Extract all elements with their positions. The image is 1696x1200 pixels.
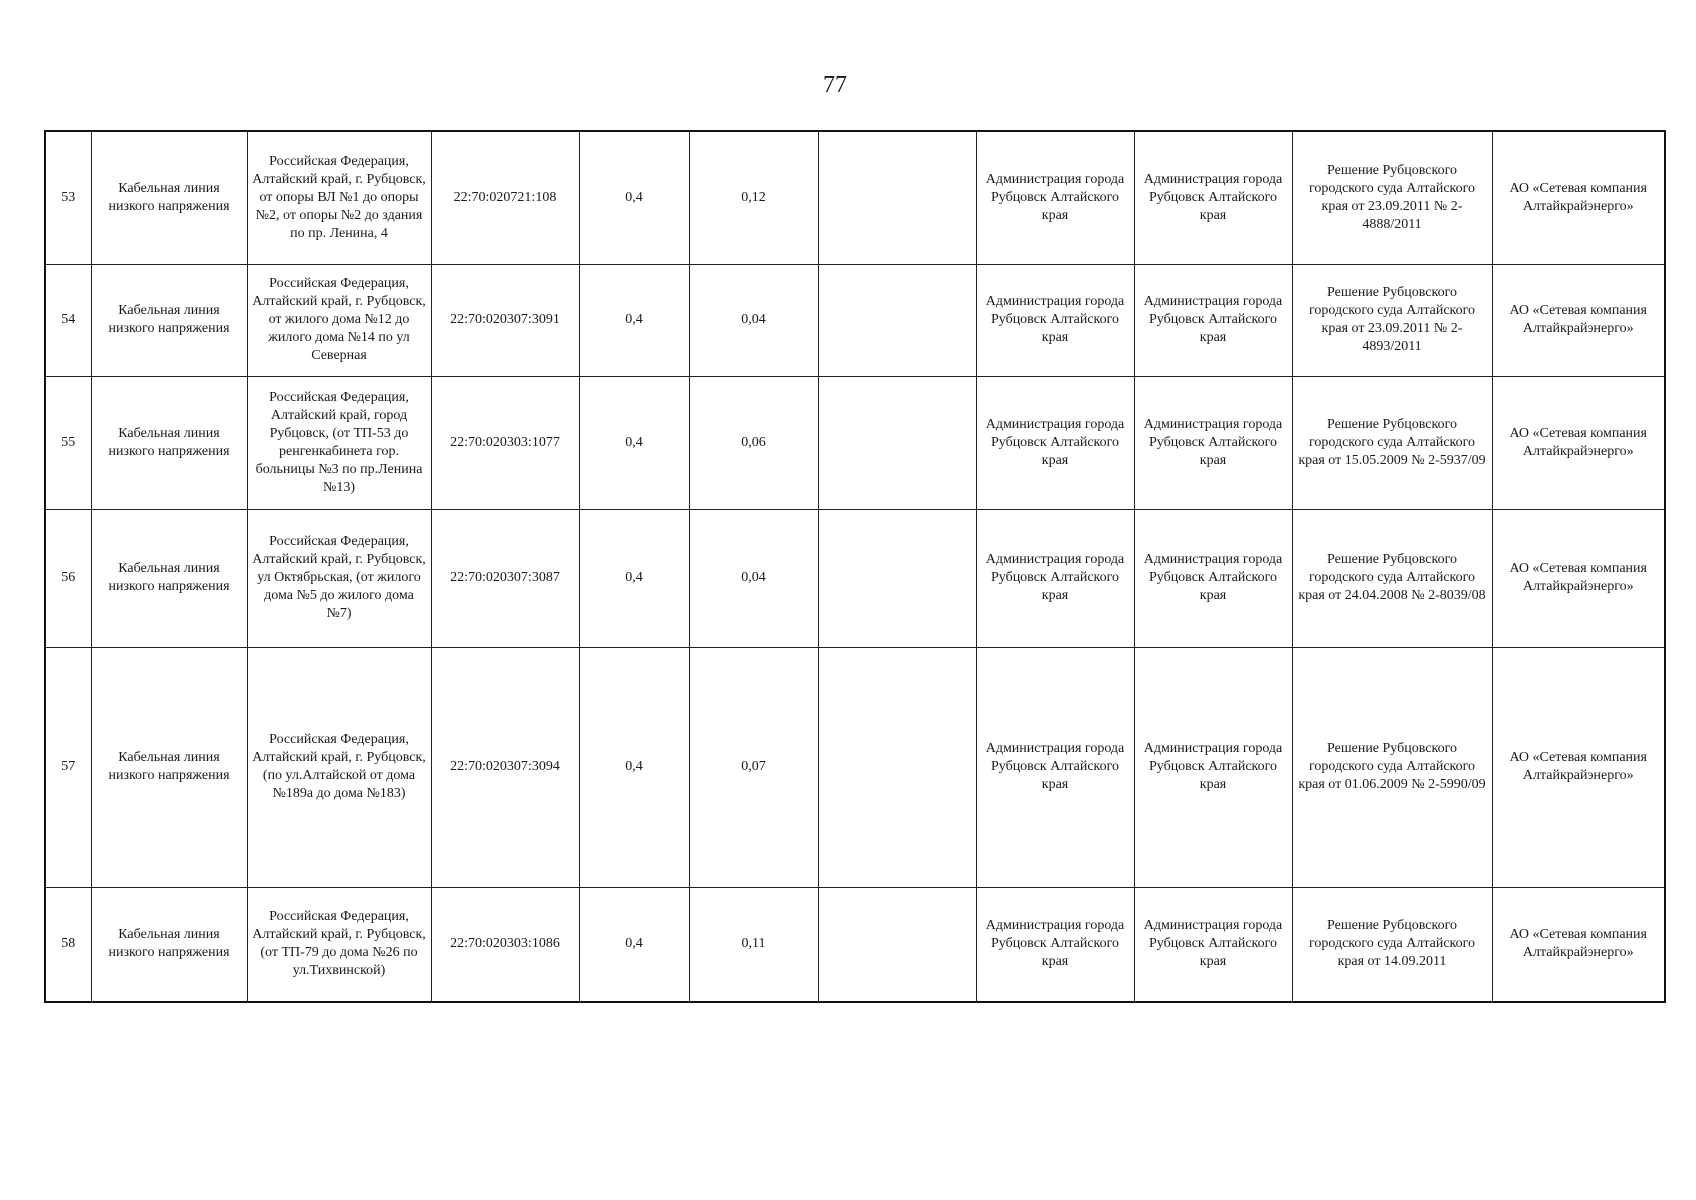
- operator: АО «Сетевая компания Алтайкрайэнерго»: [1492, 131, 1665, 264]
- row-number: 58: [45, 887, 91, 1002]
- object-address: Российская Федерация, Алтайский край, г. Рубцовск, (от ТП-79 до дома №26 по ул.Тихвинской): [247, 887, 431, 1002]
- table-row: [45, 131, 1665, 264]
- voltage: 0,4: [579, 264, 689, 376]
- owner: Администрация города Рубцовск Алтайского края: [976, 131, 1134, 264]
- owner: Администрация города Рубцовск Алтайского края: [976, 647, 1134, 887]
- row-number: 57: [45, 647, 91, 887]
- length: 0,07: [689, 647, 818, 887]
- empty-cell: [818, 647, 976, 887]
- empty-cell: [818, 131, 976, 264]
- holder: Администрация города Рубцовск Алтайского края: [1134, 376, 1292, 509]
- cadastral-number: 22:70:020303:1086: [431, 887, 579, 1002]
- holder: Администрация города Рубцовск Алтайского края: [1134, 264, 1292, 376]
- row-number: 53: [45, 131, 91, 264]
- holder: Администрация города Рубцовск Алтайского края: [1134, 887, 1292, 1002]
- empty-cell: [818, 264, 976, 376]
- cadastral-number: 22:70:020307:3087: [431, 509, 579, 647]
- empty-cell: [818, 509, 976, 647]
- operator: АО «Сетевая компания Алтайкрайэнерго»: [1492, 509, 1665, 647]
- voltage: 0,4: [579, 131, 689, 264]
- empty-cell: [818, 887, 976, 1002]
- operator: АО «Сетевая компания Алтайкрайэнерго»: [1492, 887, 1665, 1002]
- legal-basis: Решение Рубцовского городского суда Алтайского края от 14.09.2011: [1292, 887, 1492, 1002]
- length: 0,12: [689, 131, 818, 264]
- table-row: [45, 376, 1665, 509]
- table-row: [45, 509, 1665, 647]
- registry-table: [44, 130, 1666, 1003]
- object-address: Российская Федерация, Алтайский край, город Рубцовск, (от ТП-53 до ренгенкабинета гор. больницы №3 по пр.Ленина №13): [247, 376, 431, 509]
- length: 0,04: [689, 264, 818, 376]
- row-number: 55: [45, 376, 91, 509]
- object-address: Российская Федерация, Алтайский край, г. Рубцовск, от опоры ВЛ №1 до опоры №2, от опоры №2 до здания по пр. Ленина, 4: [247, 131, 431, 264]
- row-number: 54: [45, 264, 91, 376]
- holder: Администрация города Рубцовск Алтайского края: [1134, 647, 1292, 887]
- holder: Администрация города Рубцовск Алтайского края: [1134, 131, 1292, 264]
- length: 0,11: [689, 887, 818, 1002]
- object-address: Российская Федерация, Алтайский край, г. Рубцовск, (по ул.Алтайской от дома №189а до дома №183): [247, 647, 431, 887]
- legal-basis: Решение Рубцовского городского суда Алтайского края от 24.04.2008 № 2-8039/08: [1292, 509, 1492, 647]
- legal-basis: Решение Рубцовского городского суда Алтайского края от 15.05.2009 № 2-5937/09: [1292, 376, 1492, 509]
- legal-basis: Решение Рубцовского городского суда Алтайского края от 23.09.2011 № 2-4893/2011: [1292, 264, 1492, 376]
- legal-basis: Решение Рубцовского городского суда Алтайского края от 23.09.2011 № 2-4888/2011: [1292, 131, 1492, 264]
- operator: АО «Сетевая компания Алтайкрайэнерго»: [1492, 376, 1665, 509]
- object-address: Российская Федерация, Алтайский край, г. Рубцовск, ул Октябрьская, (от жилого дома №5 до жилого дома №7): [247, 509, 431, 647]
- owner: Администрация города Рубцовск Алтайского края: [976, 264, 1134, 376]
- object-name: Кабельная линия низкого напряжения: [91, 509, 247, 647]
- table-row: [45, 887, 1665, 1002]
- object-name: Кабельная линия низкого напряжения: [91, 264, 247, 376]
- legal-basis: Решение Рубцовского городского суда Алтайского края от 01.06.2009 № 2-5990/09: [1292, 647, 1492, 887]
- length: 0,06: [689, 376, 818, 509]
- cadastral-number: 22:70:020307:3094: [431, 647, 579, 887]
- voltage: 0,4: [579, 509, 689, 647]
- page-number: 77: [823, 72, 847, 98]
- cadastral-number: 22:70:020303:1077: [431, 376, 579, 509]
- cadastral-number: 22:70:020721:108: [431, 131, 579, 264]
- object-address: Российская Федерация, Алтайский край, г. Рубцовск, от жилого дома №12 до жилого дома №14 по ул Северная: [247, 264, 431, 376]
- operator: АО «Сетевая компания Алтайкрайэнерго»: [1492, 264, 1665, 376]
- voltage: 0,4: [579, 887, 689, 1002]
- object-name: Кабельная линия низкого напряжения: [91, 131, 247, 264]
- voltage: 0,4: [579, 376, 689, 509]
- owner: Администрация города Рубцовск Алтайского края: [976, 376, 1134, 509]
- row-number: 56: [45, 509, 91, 647]
- object-name: Кабельная линия низкого напряжения: [91, 376, 247, 509]
- holder: Администрация города Рубцовск Алтайского края: [1134, 509, 1292, 647]
- owner: Администрация города Рубцовск Алтайского края: [976, 509, 1134, 647]
- object-name: Кабельная линия низкого напряжения: [91, 887, 247, 1002]
- cadastral-number: 22:70:020307:3091: [431, 264, 579, 376]
- length: 0,04: [689, 509, 818, 647]
- object-name: Кабельная линия низкого напряжения: [91, 647, 247, 887]
- table-row: [45, 647, 1665, 887]
- table-row: [45, 264, 1665, 376]
- operator: АО «Сетевая компания Алтайкрайэнерго»: [1492, 647, 1665, 887]
- owner: Администрация города Рубцовск Алтайского края: [976, 887, 1134, 1002]
- empty-cell: [818, 376, 976, 509]
- voltage: 0,4: [579, 647, 689, 887]
